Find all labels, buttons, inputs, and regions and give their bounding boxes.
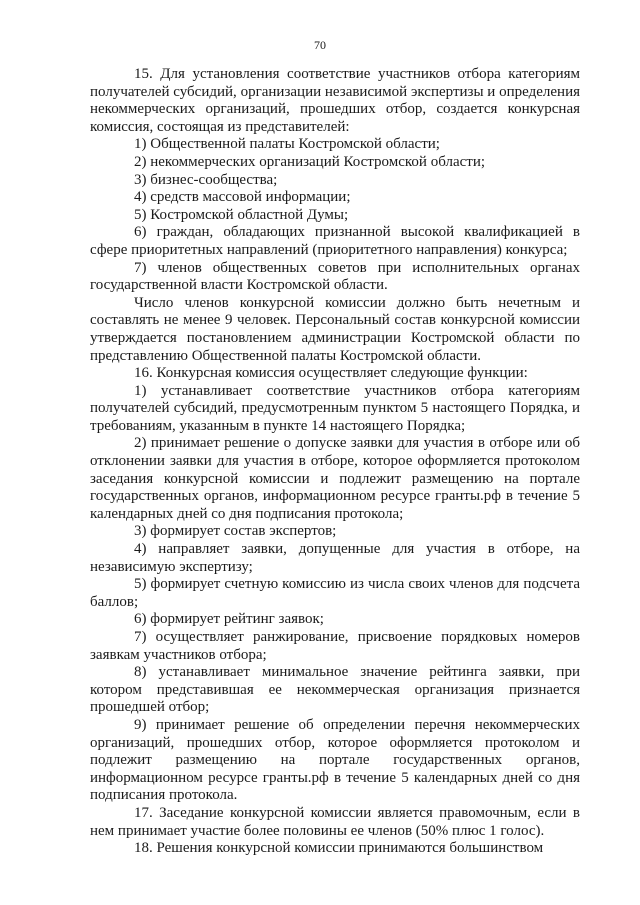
list-item-16-2: 2) принимает решение о допуске заявки для участия в отборе или об отклонении заявки для участия в отборе, которое оформляется протоколом заседания конкурсной комиссии и подлежит размещению на портале государственных органов, информационном ресурсе гранты.рф в течение 5 календарных дней со дня подписания протокола; <box>90 435 580 522</box>
list-item-16-6: 6) формирует рейтинг заявок; <box>134 611 324 628</box>
list-item-16-1: 1) устанавливает соответствие участников отбора категориям получателей субсидий, предусмотренным пунктом 5 настоящего Порядка, и требованиям, указанным в пункте 14 настоящего Порядка; <box>90 382 580 434</box>
paragraph-18: 18. Решения конкурсной комиссии принимаются большинством <box>134 840 544 857</box>
list-item-16-9: 9) принимает решение об определении перечня некоммерческих организаций, прошедших отбор, которое оформляется протоколом и подлежит размещению на портале государственных органов, информационном ресурсе гранты.рф в течение 5 календарных дней со дня подписания протокола. <box>90 716 580 804</box>
list-item-15-4: 4) средств массовой информации; <box>134 189 351 206</box>
list-item-15-3: 3) бизнес-сообщества; <box>134 171 278 188</box>
list-item-15-6: 6) граждан, обладающих признанной высокой квалификацией в сфере приоритетных направлений (приоритетного направления) конкурса; <box>90 224 580 258</box>
list-item-16-8: 8) устанавливает минимальное значение рейтинга заявки, при котором представившая ее некоммерческая организация признается прошедшей отбор; <box>90 664 580 716</box>
list-item-16-7: 7) осуществляет ранжирование, присвоение порядковых номеров заявкам участников отбора; <box>90 629 580 663</box>
paragraph-16: 16. Конкурсная комиссия осуществляет следующие функции: <box>134 365 528 382</box>
list-item-15-7: 7) членов общественных советов при исполнительных органах государственной власти Костромской области. <box>90 259 580 294</box>
list-item-16-4: 4) направляет заявки, допущенные для участия в отборе, на независимую экспертизу; <box>90 541 580 575</box>
list-item-16-5: 5) формирует счетную комиссию из числа своих членов для подсчета баллов; <box>90 576 580 610</box>
list-item-15-2: 2) некоммерческих организаций Костромской области; <box>134 153 486 170</box>
list-item-16-3: 3) формирует состав экспертов; <box>134 523 337 540</box>
paragraph-17: 17. Заседание конкурсной комиссии является правомочным, если в нем принимает участие более половины ее членов (50% плюс 1 голос). <box>90 804 580 839</box>
page-number: 70 <box>314 38 326 52</box>
document-body <box>90 66 580 858</box>
list-item-15-5: 5) Костромской областной Думы; <box>134 206 349 223</box>
list-item-15-1: 1) Общественной палаты Костромской области; <box>134 136 440 153</box>
paragraph-commission-size: Число членов конкурсной комиссии должно быть нечетным и составлять не менее 9 человек. Персональный состав конкурсной комиссии утверждается постановлением администрации Костромской области по представлению Общественной палаты Костромской области. <box>90 294 580 364</box>
paragraph-15: 15. Для установления соответствие участников отбора категориям получателей субсидий, организации независимой экспертизы и определения некоммерческих организаций, прошедших отбор, создается конкурсная комиссия, состоящая из представителей: <box>90 66 580 135</box>
